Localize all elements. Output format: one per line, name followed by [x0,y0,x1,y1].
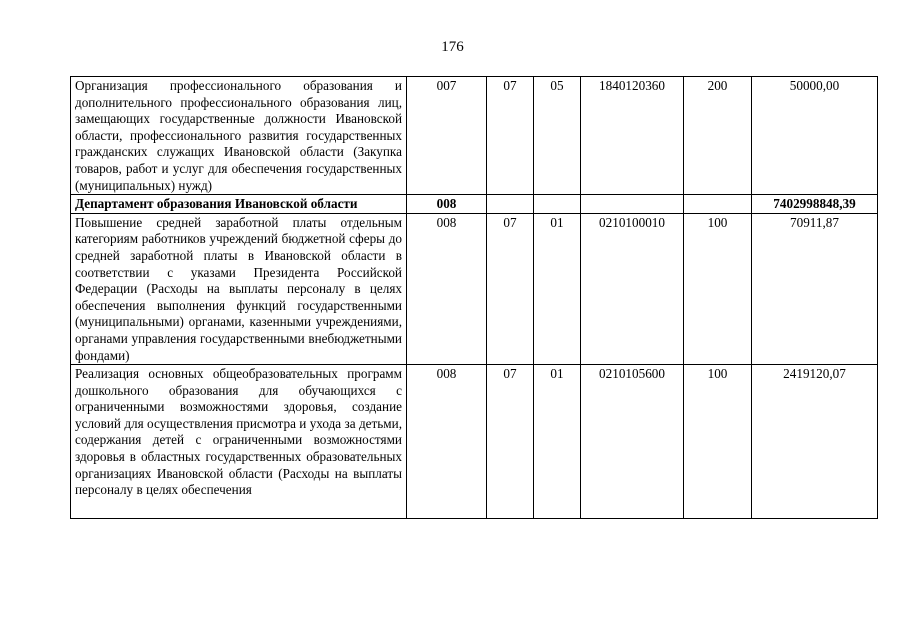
amount-cell: 70911,87 [752,213,878,364]
row-name-cell: Департамент образования Ивановской области [71,195,407,214]
target-article-cell [581,195,684,214]
section-code-cell: 07 [487,213,534,364]
target-article-cell: 0210105600 [581,365,684,519]
amount-cell: 2419120,07 [752,365,878,519]
budget-table [70,76,878,519]
table-row [71,77,878,195]
table-body [71,77,878,519]
expense-type-cell [684,195,752,214]
amount-cell: 50000,00 [752,77,878,195]
row-name-cell: Повышение средней заработной платы отдельным категориям работников учреждений бюджетной сферы до средней заработной платы в Ивановской области в соответствии с указами Президента Российской Федерации (Расходы на выплаты персоналу в целях обеспечения выполнения функций государственными (муниципальными) органами, казенными учреждениями, органами управления государственными внебюджетными фондами) [71,213,407,364]
target-article-cell: 0210100010 [581,213,684,364]
table-row [71,213,878,364]
target-article-cell: 1840120360 [581,77,684,195]
table-row [71,365,878,519]
section-code-cell: 07 [487,77,534,195]
subsection-code-cell: 01 [534,365,581,519]
ministry-code-cell: 007 [407,77,487,195]
section-code-cell [487,195,534,214]
row-name-cell: Организация профессионального образования и дополнительного профессионального образования лиц, замещающих государственные должности Ивановской области, профессионального развития государственных гражданских служащих Ивановской области (Закупка товаров, работ и услуг для обеспечения государственных (муниципальных) нужд) [71,77,407,195]
section-code-cell: 07 [487,365,534,519]
subsection-code-cell: 05 [534,77,581,195]
expense-type-cell: 200 [684,77,752,195]
ministry-code-cell: 008 [407,365,487,519]
expense-type-cell: 100 [684,365,752,519]
table-row [71,195,878,214]
amount-cell: 7402998848,39 [752,195,878,214]
row-name-cell: Реализация основных общеобразовательных программ дошкольного образования для обучающихся с ограниченными возможностями здоровья, создание условий для осуществления присмотра и ухода за детьми, содержания детей с ограниченными возможностями здоровья в областных государственных образовательных организациях Ивановской области (Расходы на выплаты персоналу в целях обеспечения [71,365,407,519]
ministry-code-cell: 008 [407,213,487,364]
ministry-code-cell: 008 [407,195,487,214]
expense-type-cell: 100 [684,213,752,364]
subsection-code-cell: 01 [534,213,581,364]
subsection-code-cell [534,195,581,214]
page-number: 176 [441,39,464,55]
